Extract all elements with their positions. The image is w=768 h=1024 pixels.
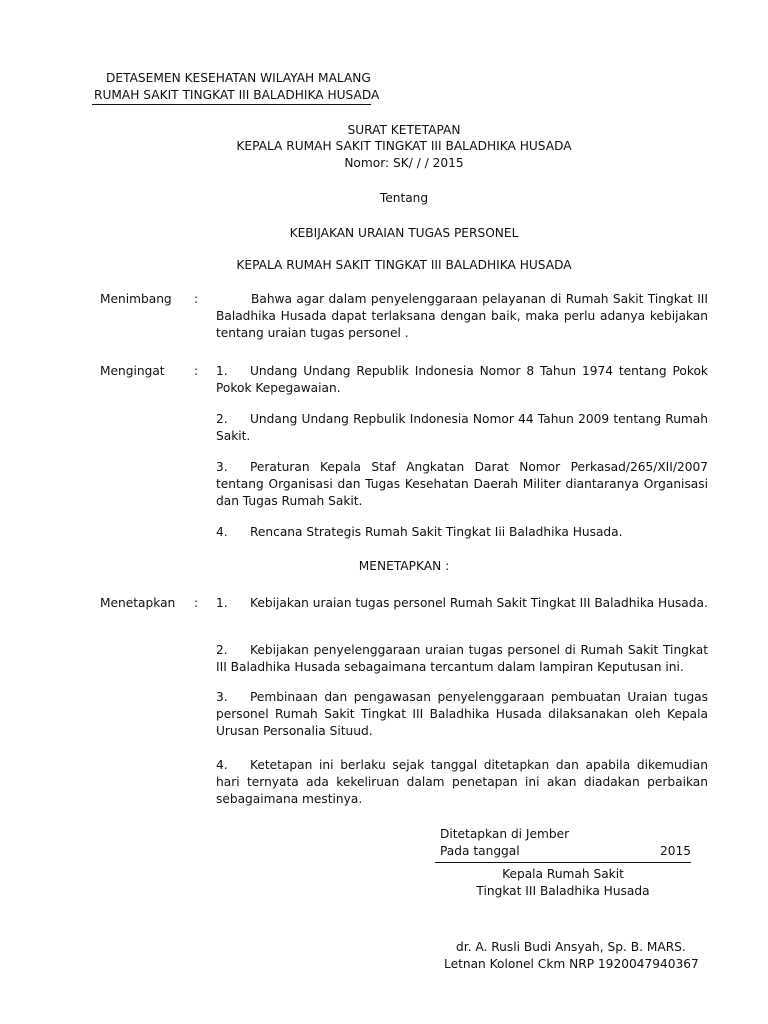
menetapkan-item-2 bbox=[216, 642, 708, 676]
document-title: SURAT KETETAPAN bbox=[347, 123, 461, 137]
mengingat-item-4 bbox=[216, 524, 708, 541]
signatory-name: dr. A. Rusli Budi Ansyah, Sp. B. MARS. bbox=[456, 940, 686, 954]
header-line-2: RUMAH SAKIT TINGKAT III BALADHIKA HUSADA bbox=[94, 88, 380, 102]
document-number: Nomor: SK/ / / 2015 bbox=[344, 156, 464, 170]
item-text: Rencana Strategis Rumah Sakit Tingkat Iii Baladhika Husada. bbox=[250, 525, 623, 539]
menimbang-colon: : bbox=[194, 292, 199, 306]
menimbang-text bbox=[216, 291, 708, 342]
item-text: Pembinaan dan pengawasan penyelenggaraan pembuatan Uraian tugas personel Rumah Sakit Tingkat III Baladhika Husada dilaksanakan oleh Kepala Urusan Personalia Situud. bbox=[216, 690, 708, 738]
item-number: 1. bbox=[216, 596, 228, 610]
subject-title: KEBIJAKAN URAIAN TUGAS PERSONEL bbox=[289, 226, 519, 240]
mengingat-item-1 bbox=[216, 363, 708, 397]
item-text: Ketetapan ini berlaku sejak tanggal ditetapkan dan apabila dikemudian hari ternyata ada kekeliruan dalam penetapan ini akan diadakan perbaikan sebagaimana mestinya. bbox=[216, 758, 708, 806]
menimbang-label: Menimbang bbox=[100, 292, 172, 306]
signature-divider bbox=[435, 862, 691, 863]
item-number: 2. bbox=[216, 643, 228, 657]
menetapkan-item-3 bbox=[216, 689, 708, 740]
mengingat-label: Mengingat bbox=[100, 364, 165, 378]
menetapkan-label: Menetapkan bbox=[100, 596, 176, 610]
menetapkan-colon: : bbox=[194, 596, 199, 610]
signature-year: 2015 bbox=[660, 844, 692, 858]
item-text: Kebijakan penyelenggaraan uraian tugas personel di Rumah Sakit Tingkat III Baladhika Husada sebagaimana tercantum dalam lampiran Keputusan ini. bbox=[216, 643, 708, 674]
tentang-label: Tentang bbox=[379, 191, 429, 205]
signature-role-1: Kepala Rumah Sakit bbox=[502, 867, 624, 881]
header-line-1: DETASEMEN KESEHATAN WILAYAH MALANG bbox=[106, 71, 371, 85]
item-text: Undang Undang Republik Indonesia Nomor 8 Tahun 1974 tentang Pokok Pokok Kepegawaian. bbox=[216, 364, 708, 395]
header-underline bbox=[92, 104, 371, 105]
item-number: 4. bbox=[216, 758, 228, 772]
issuer-title: KEPALA RUMAH SAKIT TINGKAT III BALADHIKA HUSADA bbox=[236, 139, 572, 153]
menetapkan-item-1 bbox=[216, 595, 708, 612]
signature-date-label: Pada tanggal bbox=[440, 844, 520, 858]
item-number: 2. bbox=[216, 412, 228, 426]
mengingat-item-3 bbox=[216, 459, 708, 510]
menetapkan-heading: MENETAPKAN : bbox=[358, 559, 450, 573]
mengingat-colon: : bbox=[194, 364, 199, 378]
menimbang-body: Bahwa agar dalam penyelenggaraan pelayanan di Rumah Sakit Tingkat III Baladhika Husada dapat terlaksana dengan baik, maka perlu adanya kebijakan tentang uraian tugas personel . bbox=[216, 292, 708, 340]
item-number: 4. bbox=[216, 525, 228, 539]
item-text: Peraturan Kepala Staf Angkatan Darat Nomor Perkasad/265/XII/2007 tentang Organisasi dan Tugas Kesehatan Daerah Militer diantaranya Organisasi dan Tugas Rumah Sakit. bbox=[216, 460, 708, 508]
authority-title: KEPALA RUMAH SAKIT TINGKAT III BALADHIKA HUSADA bbox=[236, 258, 572, 272]
item-number: 3. bbox=[216, 690, 228, 704]
signatory-rank: Letnan Kolonel Ckm NRP 1920047940367 bbox=[444, 957, 699, 971]
mengingat-item-2 bbox=[216, 411, 708, 445]
signature-role-2: Tingkat III Baladhika Husada bbox=[476, 884, 650, 898]
menetapkan-item-4 bbox=[216, 757, 708, 808]
item-text: Kebijakan uraian tugas personel Rumah Sakit Tingkat III Baladhika Husada. bbox=[250, 596, 708, 610]
item-number: 3. bbox=[216, 460, 228, 474]
signature-place: Ditetapkan di Jember bbox=[440, 827, 570, 841]
item-number: 1. bbox=[216, 364, 228, 378]
item-text: Undang Undang Repbulik Indonesia Nomor 44 Tahun 2009 tentang Rumah Sakit. bbox=[216, 412, 708, 443]
